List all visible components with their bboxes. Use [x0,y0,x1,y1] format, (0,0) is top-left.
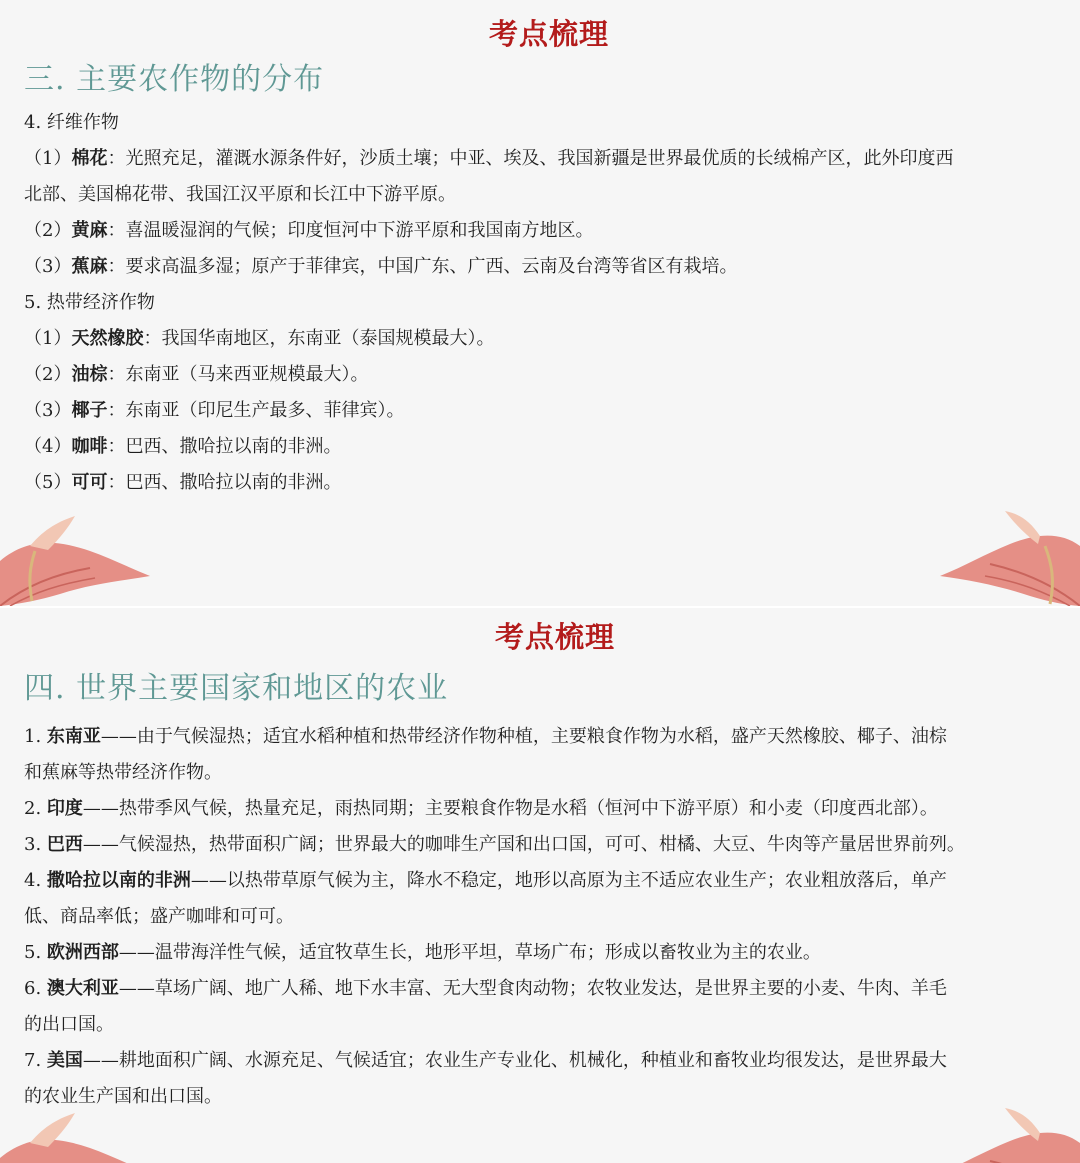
item-text: ——由于气候湿热；适宜水稻种植和热带经济作物种植，主要粮食作物为水稻，盛产天然橡胶、椰子、油棕 [100,726,947,747]
panel-world-agriculture [0,608,1080,1163]
item-text-continued: 的出口国。 [24,1014,114,1035]
item-number: 1. [24,726,47,747]
item-text-continued: 北部、美国棉花带、我国江汉平原和长江中下游平原。 [24,184,456,205]
entry-line [24,935,1064,971]
item-number: （2） [24,364,72,385]
item-text: 我国华南地区，东南亚（泰国规模最大）。 [161,328,495,349]
item-number: 4. [24,870,47,891]
list-item [24,719,1064,791]
item-text-continued: 的农业生产国和出口国。 [24,1086,222,1107]
separator: ： [107,436,126,457]
region-name: 巴西 [46,834,83,855]
item-text: 巴西、撒哈拉以南的非洲。 [125,436,342,457]
list-item [24,141,1064,177]
flower-decoration-icon [0,506,160,606]
region-name: 欧洲西部 [46,942,119,963]
flower-decoration-icon [920,506,1080,606]
item-number: （3） [24,400,72,421]
separator: ： [107,472,126,493]
panel-heading: 考点梳理 [494,620,615,654]
entry-line [24,719,1064,755]
item-text: ——温带海洋性气候，适宜牧草生长，地形平坦，草场广布；形成以畜牧业为主的农业。 [118,942,821,963]
separator: ： [107,256,126,277]
item-text: 光照充足，灌溉水源条件好，沙质土壤；中亚、埃及、我国新疆是世界最优质的长绒棉产区，此外印度西 [125,148,954,169]
item-number: （5） [24,472,72,493]
item-text: ——草场广阔、地广人稀、地下水丰富、无大型食肉动物；农牧业发达，是世界主要的小麦、牛肉、羊毛 [118,978,947,999]
separator: ： [107,220,126,241]
item-text: 要求高温多湿；原产于菲律宾，中国广东、广西、云南及台湾等省区有栽培。 [125,256,738,277]
item-number: （1） [24,328,72,349]
list-item [24,1043,1064,1115]
separator: ： [107,400,126,421]
item-text: 东南亚（马来西亚规模最大）。 [125,364,369,385]
entry-line [24,971,1064,1007]
entry-line [24,863,1064,899]
crop-name: 天然橡胶 [71,328,144,349]
item-text-continued: 低、商品率低；盛产咖啡和可可。 [24,906,294,927]
flower-decoration-icon [0,1103,160,1163]
item-number: 2. [24,798,47,819]
item-number: （2） [24,220,72,241]
subsection-heading-tropical: 5. 热带经济作物 [24,292,155,313]
crop-name: 蕉麻 [71,256,108,277]
crop-name: 黄麻 [71,220,108,241]
item-number: 7. [24,1050,47,1071]
content-block [24,719,1064,1115]
item-text: ——以热带草原气候为主，降水不稳定，地形以高原为主不适应农业生产；农业粗放落后，单产 [190,870,947,891]
list-item [24,321,1064,357]
crop-name: 可可 [71,472,108,493]
item-text: 东南亚（印尼生产最多、菲律宾）。 [125,400,405,421]
item-text: ——热带季风气候，热量充足，雨热同期；主要粮食作物是水稻（恒河中下游平原）和小麦（印度西北部）。 [82,798,938,819]
list-item [24,791,1064,827]
item-number: （4） [24,436,72,457]
subsection-heading-fiber: 4. 纤维作物 [24,112,119,133]
list-item [24,429,1064,465]
separator: ： [107,364,126,385]
crop-name: 咖啡 [71,436,108,457]
item-number: 5. [24,942,47,963]
separator: ： [107,148,126,169]
item-text: ——气候湿热，热带面积广阔；世界最大的咖啡生产国和出口国，可可、柑橘、大豆、牛肉等产量居世界前列。 [82,834,965,855]
crop-name: 油棕 [71,364,108,385]
list-item [24,827,1064,863]
entry-line [24,1043,1064,1079]
separator: ： [143,328,162,349]
item-number: 6. [24,978,47,999]
section-title: 四. 世界主要国家和地区的农业 [24,671,449,706]
list-item [24,393,1064,429]
panel-heading: 考点梳理 [488,17,609,51]
flower-decoration-icon [920,1103,1080,1163]
item-number: （1） [24,148,72,169]
item-text: 巴西、撒哈拉以南的非洲。 [125,472,342,493]
item-number: 3. [24,834,47,855]
region-name: 东南亚 [46,726,101,747]
list-item [24,935,1064,971]
list-item [24,213,1064,249]
region-name: 印度 [46,798,83,819]
region-name: 美国 [46,1050,83,1071]
crop-name: 椰子 [71,400,108,421]
item-text-continued: 和蕉麻等热带经济作物。 [24,762,222,783]
entry-line [24,791,1064,827]
item-number: （3） [24,256,72,277]
crop-name: 棉花 [71,148,108,169]
content-block [24,105,1064,501]
list-item [24,971,1064,1043]
region-name: 澳大利亚 [46,978,119,999]
entry-line [24,827,1064,863]
list-item [24,357,1064,393]
list-item [24,465,1064,501]
list-item [24,249,1064,285]
section-title: 三. 主要农作物的分布 [24,62,325,97]
list-item [24,863,1064,935]
region-name: 撒哈拉以南的非洲 [46,870,191,891]
item-text: 喜温暖湿润的气候；印度恒河中下游平原和我国南方地区。 [125,220,594,241]
item-text: ——耕地面积广阔、水源充足、气候适宜；农业生产专业化、机械化，种植业和畜牧业均很发达，是世界最大 [82,1050,947,1071]
